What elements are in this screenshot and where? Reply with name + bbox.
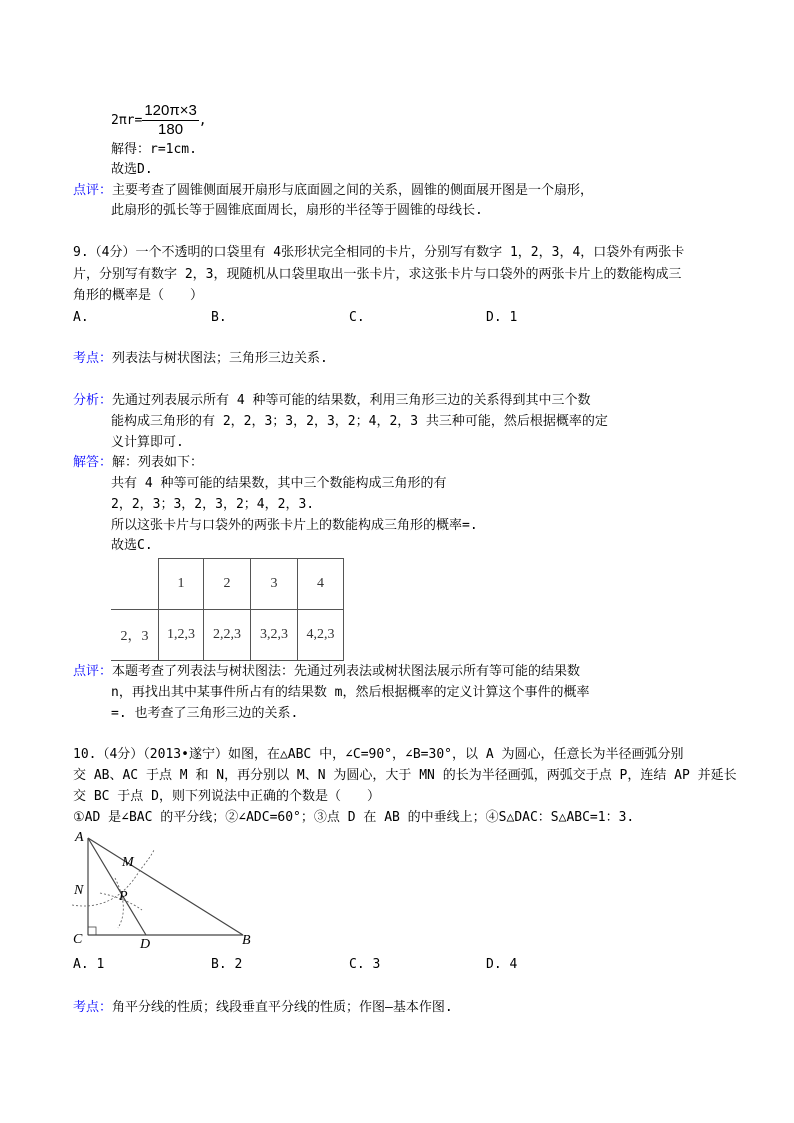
dianping-text: 本题考查了列表法与树状图法：先通过列表法或树状图法展示所有等可能的结果数 xyxy=(112,664,581,679)
table-cell: 4,2,3 xyxy=(298,610,344,661)
comment-text: 主要考查了圆锥侧面展开扇形与底面圆之间的关系，圆锥的侧面展开图是一个扇形， xyxy=(112,183,594,198)
q10-option-b[interactable]: B. 2 xyxy=(211,957,243,972)
solve-line: 解得：r=1cm. xyxy=(111,142,197,157)
kaodian-label: 考点： xyxy=(73,1000,113,1015)
table-cell: 3,2,3 xyxy=(251,610,298,661)
jieda-text: 故选C. xyxy=(111,538,153,553)
jieda-text: 2，2，3；3，2，3，2；4，2，3. xyxy=(111,497,315,512)
table-cell: 3 xyxy=(251,559,298,610)
label-c: C xyxy=(73,932,83,947)
table-cell: 1,2,3 xyxy=(159,610,204,661)
table-cell: 2,2,3 xyxy=(204,610,251,661)
comment-text: 此扇形的弧长等于圆锥底面周长，扇形的半径等于圆锥的母线长. xyxy=(111,203,483,218)
q10-stem: 交 BC 于点 D，则下列说法中正确的个数是（ ） xyxy=(73,789,380,804)
fraction xyxy=(142,102,198,139)
fenxi-text: 先通过列表展示所有 4 种等可能的结果数，利用三角形三边的关系得到其中三个数 xyxy=(112,393,591,408)
kaodian-label: 考点： xyxy=(73,351,113,366)
table-cell: 2 xyxy=(204,559,251,610)
q10-statements: ①AD 是∠BAC 的平分线；②∠ADC=60°；③点 D 在 AB 的中垂线上；④S△DAC：S△ABC=1：3. xyxy=(73,810,635,825)
fenxi-text: 义计算即可. xyxy=(111,435,184,450)
dianping-text: =. 也考查了三角形三边的关系. xyxy=(111,706,299,721)
label-m: M xyxy=(122,855,134,870)
jieda-text: 解：列表如下： xyxy=(112,455,204,470)
q10-option-d[interactable]: D. 4 xyxy=(486,957,518,972)
dianping-text: n，再找出其中某事件所占有的结果数 m，然后根据概率的定义计算这个事件的概率 xyxy=(111,685,590,700)
label-b: B xyxy=(242,933,251,948)
kaodian-text: 列表法与树状图法；三角形三边关系. xyxy=(112,351,328,366)
jieda-text: 所以这张卡片与口袋外的两张卡片上的数能构成三角形的概率=. xyxy=(111,518,478,533)
table-cell: 2，3 xyxy=(111,610,159,661)
formula-tail: , xyxy=(198,113,207,128)
q9-option-b[interactable]: B. xyxy=(211,310,227,325)
fenxi-label: 分析： xyxy=(73,393,113,408)
cone-formula xyxy=(111,102,207,139)
q9-option-a[interactable]: A. xyxy=(73,310,89,325)
triangle-figure xyxy=(70,828,260,953)
jieda-text: 共有 4 种等可能的结果数，其中三个数能构成三角形的有 xyxy=(111,476,447,491)
denominator: 180 xyxy=(158,121,184,138)
numerator: 120π×3 xyxy=(144,102,197,119)
table-row xyxy=(111,610,344,661)
label-n: N xyxy=(74,883,84,898)
q9-stem: 角形的概率是（ ） xyxy=(73,288,204,303)
q10-stem: 交 AB、AC 于点 M 和 N，再分别以 M、N 为圆心，大于 MN 的长为半径画弧，两弧交于点 P，连结 AP 并延长 xyxy=(73,768,737,783)
table-cell: 4 xyxy=(298,559,344,610)
outcome-table xyxy=(111,558,344,661)
jieda-label: 解答： xyxy=(73,455,113,470)
q9-option-c[interactable]: C. xyxy=(349,310,365,325)
kaodian-text: 角平分线的性质；线段垂直平分线的性质；作图—基本作图. xyxy=(112,1000,453,1015)
table-cell xyxy=(111,559,159,610)
fenxi-text: 能构成三角形的有 2，2，3；3，2，3，2；4，2，3 共三种可能，然后根据概率的定 xyxy=(111,414,608,429)
q9-stem: 9.（4分）一个不透明的口袋里有 4张形状完全相同的卡片，分别写有数字 1，2，3，4，口袋外有两张卡 xyxy=(73,245,685,260)
q10-option-c[interactable]: C. 3 xyxy=(349,957,381,972)
q10-option-a[interactable]: A. 1 xyxy=(73,957,105,972)
label-p: P xyxy=(119,889,128,904)
q9-option-d[interactable]: D. 1 xyxy=(486,310,518,325)
q10-stem: 10.（4分）（2013•遂宁）如图，在△ABC 中，∠C=90°，∠B=30°，以 A 为圆心，任意长为半径画弧分别 xyxy=(73,747,684,762)
choose-line: 故选D. xyxy=(111,162,153,177)
formula-left: 2πr= xyxy=(111,113,143,128)
q9-stem: 片，分别写有数字 2，3，现随机从口袋里取出一张卡片，求这张卡片与口袋外的两张卡片上的数能构成三 xyxy=(73,267,682,282)
table-row xyxy=(111,559,344,610)
dianping-label: 点评： xyxy=(73,664,113,679)
label-d: D xyxy=(140,937,151,952)
table-cell: 1 xyxy=(159,559,204,610)
label-a: A xyxy=(75,830,84,845)
comment-label: 点评： xyxy=(73,183,113,198)
